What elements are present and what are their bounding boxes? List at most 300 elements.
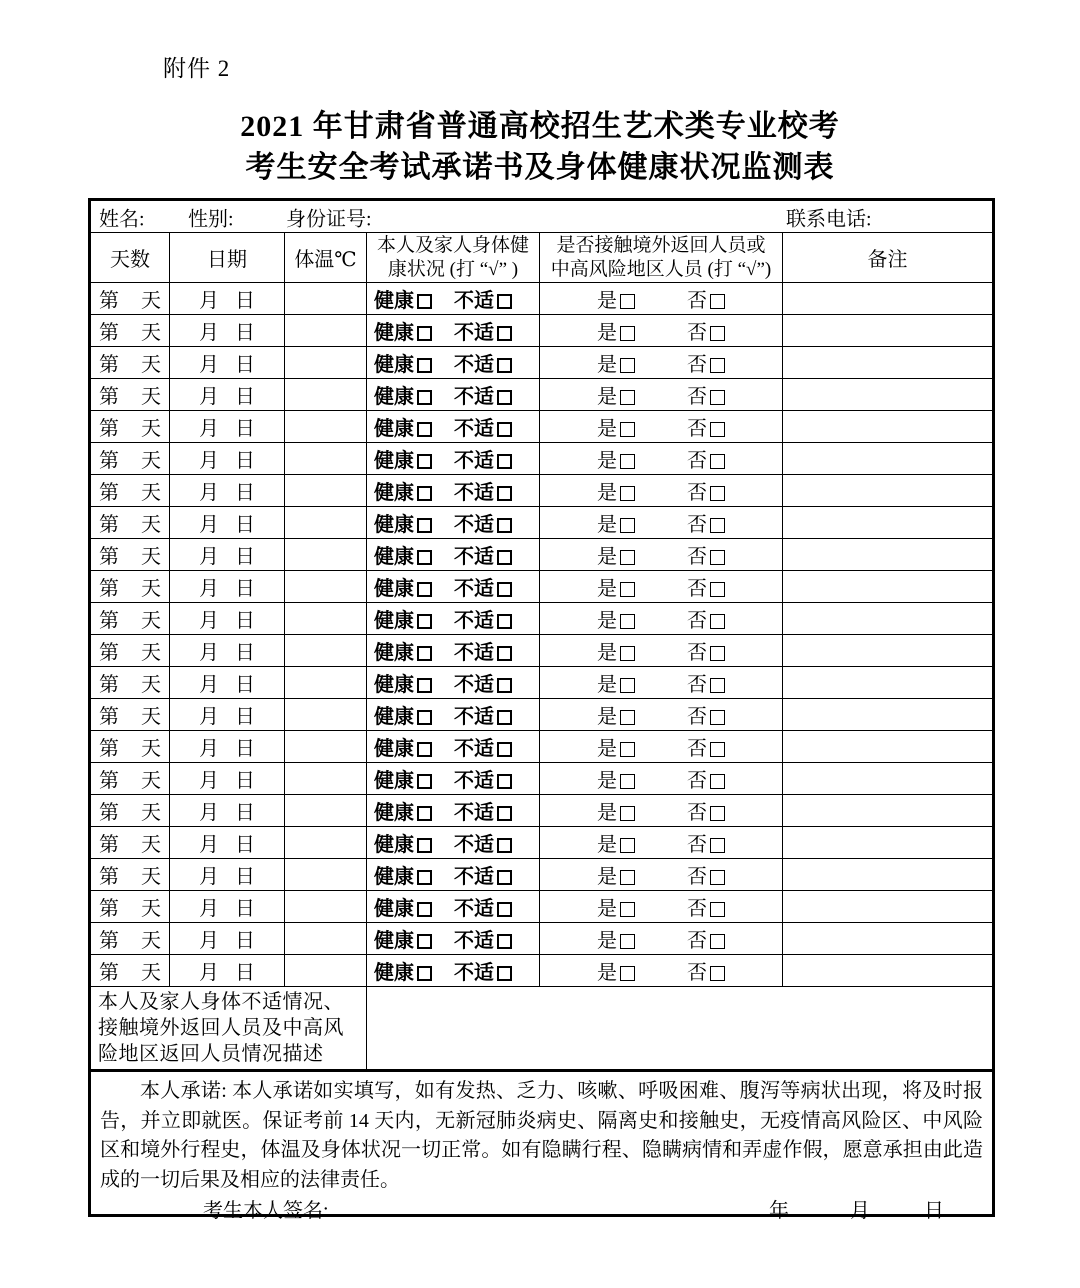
date-cell[interactable] <box>170 699 285 731</box>
date-cell[interactable] <box>170 379 285 411</box>
no-checkbox-icon[interactable] <box>710 774 725 789</box>
healthy-checkbox-icon[interactable] <box>417 678 432 693</box>
health-status-cell <box>367 347 540 379</box>
yes-checkbox-icon[interactable] <box>620 902 635 917</box>
remarks-cell[interactable] <box>783 795 994 827</box>
temperature-cell[interactable] <box>285 731 367 763</box>
no-checkbox-icon[interactable] <box>710 390 725 405</box>
date-label: 日 <box>235 354 255 376</box>
yes-label: 是 <box>597 834 617 856</box>
month-label: 月 <box>199 770 219 792</box>
contact-status-cell <box>540 539 783 571</box>
date-label: 日 <box>235 866 255 888</box>
remarks-cell[interactable] <box>783 283 994 315</box>
unwell-checkbox-icon[interactable] <box>497 390 512 405</box>
no-checkbox-icon[interactable] <box>710 422 725 437</box>
day-number-cell[interactable] <box>90 571 170 603</box>
month-label: 月 <box>199 418 219 440</box>
contact-status-cell <box>540 699 783 731</box>
healthy-checkbox-icon[interactable] <box>417 454 432 469</box>
date-label: 日 <box>235 898 255 920</box>
day-number-cell[interactable] <box>90 443 170 475</box>
healthy-checkbox-icon[interactable] <box>417 742 432 757</box>
yes-checkbox-icon[interactable] <box>620 838 635 853</box>
date-cell[interactable] <box>170 891 285 923</box>
health-status-cell <box>367 859 540 891</box>
remarks-cell[interactable] <box>783 667 994 699</box>
day-prefix-label: 第 <box>99 322 119 344</box>
commitment-row <box>90 1071 994 1216</box>
no-label: 否 <box>687 354 707 376</box>
yes-checkbox-icon[interactable] <box>620 614 635 629</box>
health-status-cell <box>367 827 540 859</box>
signature-label[interactable]: 考生本人签名: <box>203 1200 329 1222</box>
remarks-cell[interactable] <box>783 955 994 987</box>
no-checkbox-icon[interactable] <box>710 454 725 469</box>
no-checkbox-icon[interactable] <box>710 742 725 757</box>
unwell-checkbox-icon[interactable] <box>497 678 512 693</box>
remarks-cell[interactable] <box>783 507 994 539</box>
date-label: 日 <box>235 738 255 760</box>
temperature-cell[interactable] <box>285 315 367 347</box>
month-label: 月 <box>199 706 219 728</box>
no-checkbox-icon[interactable] <box>710 678 725 693</box>
healthy-checkbox-icon[interactable] <box>417 486 432 501</box>
temperature-cell[interactable] <box>285 603 367 635</box>
unwell-label: 不适 <box>454 610 494 632</box>
remarks-cell[interactable] <box>783 443 994 475</box>
day-number-cell[interactable] <box>90 475 170 507</box>
phone-label[interactable]: 联系电话: <box>786 208 872 230</box>
no-label: 否 <box>687 834 707 856</box>
date-label: 日 <box>235 290 255 312</box>
day-suffix-label: 天 <box>141 386 161 408</box>
healthy-label: 健康 <box>374 770 414 792</box>
temperature-cell[interactable] <box>285 443 367 475</box>
date-cell[interactable] <box>170 827 285 859</box>
date-label: 日 <box>235 962 255 984</box>
day-number-cell[interactable] <box>90 955 170 987</box>
yes-checkbox-icon[interactable] <box>620 390 635 405</box>
no-label: 否 <box>687 962 707 984</box>
temperature-cell[interactable] <box>285 507 367 539</box>
healthy-checkbox-icon[interactable] <box>417 358 432 373</box>
day-prefix-label: 第 <box>99 578 119 600</box>
month-label: 月 <box>199 834 219 856</box>
remarks-cell[interactable] <box>783 315 994 347</box>
no-checkbox-icon[interactable] <box>710 838 725 853</box>
remarks-cell[interactable] <box>783 699 994 731</box>
yes-checkbox-icon[interactable] <box>620 582 635 597</box>
no-checkbox-icon[interactable] <box>710 518 725 533</box>
day-suffix-label: 天 <box>141 418 161 440</box>
yes-label: 是 <box>597 450 617 472</box>
yes-label: 是 <box>597 642 617 664</box>
yes-checkbox-icon[interactable] <box>620 806 635 821</box>
col-header-temperature: 体温℃ <box>285 233 367 283</box>
yes-label: 是 <box>597 354 617 376</box>
yes-checkbox-icon[interactable] <box>620 518 635 533</box>
day-prefix-label: 第 <box>99 706 119 728</box>
description-row <box>90 987 994 1071</box>
unwell-checkbox-icon[interactable] <box>497 934 512 949</box>
day-number-cell[interactable] <box>90 667 170 699</box>
date-cell[interactable] <box>170 315 285 347</box>
monitor-row <box>90 859 994 891</box>
date-cell[interactable] <box>170 955 285 987</box>
day-number-cell[interactable] <box>90 923 170 955</box>
temperature-cell[interactable] <box>285 923 367 955</box>
no-checkbox-icon[interactable] <box>710 646 725 661</box>
yes-checkbox-icon[interactable] <box>620 454 635 469</box>
date-cell[interactable] <box>170 539 285 571</box>
no-label: 否 <box>687 386 707 408</box>
yes-checkbox-icon[interactable] <box>620 710 635 725</box>
date-label: 日 <box>235 642 255 664</box>
day-number-cell[interactable] <box>90 315 170 347</box>
unwell-label: 不适 <box>454 322 494 344</box>
month-label: 月 <box>199 450 219 472</box>
healthy-label: 健康 <box>374 706 414 728</box>
day-suffix-label: 天 <box>141 866 161 888</box>
contact-status-cell <box>540 283 783 315</box>
month-label: 月 <box>199 578 219 600</box>
remarks-cell[interactable] <box>783 475 994 507</box>
no-checkbox-icon[interactable] <box>710 550 725 565</box>
monitor-row <box>90 283 994 315</box>
temperature-cell[interactable] <box>285 827 367 859</box>
healthy-checkbox-icon[interactable] <box>417 806 432 821</box>
date-cell[interactable] <box>170 347 285 379</box>
unwell-checkbox-icon[interactable] <box>497 806 512 821</box>
remarks-cell[interactable] <box>783 347 994 379</box>
day-number-cell[interactable] <box>90 827 170 859</box>
day-number-cell[interactable] <box>90 859 170 891</box>
temperature-cell[interactable] <box>285 347 367 379</box>
no-checkbox-icon[interactable] <box>710 326 725 341</box>
contact-status-cell <box>540 379 783 411</box>
monitor-row <box>90 603 994 635</box>
health-monitor-table <box>88 198 995 1222</box>
date-cell[interactable] <box>170 923 285 955</box>
healthy-label: 健康 <box>374 610 414 632</box>
unwell-checkbox-icon[interactable] <box>497 902 512 917</box>
day-suffix-label: 天 <box>141 322 161 344</box>
temperature-cell[interactable] <box>285 539 367 571</box>
yes-checkbox-icon[interactable] <box>620 966 635 981</box>
day-number-cell[interactable] <box>90 699 170 731</box>
temperature-cell[interactable] <box>285 955 367 987</box>
yes-label: 是 <box>597 418 617 440</box>
date-cell[interactable] <box>170 507 285 539</box>
no-label: 否 <box>687 930 707 952</box>
healthy-checkbox-icon[interactable] <box>417 582 432 597</box>
health-header-line1: 本人及家人身体健 <box>376 234 529 256</box>
unwell-checkbox-icon[interactable] <box>497 742 512 757</box>
monitor-row <box>90 955 994 987</box>
healthy-checkbox-icon[interactable] <box>417 390 432 405</box>
unwell-checkbox-icon[interactable] <box>497 550 512 565</box>
day-suffix-label: 天 <box>141 290 161 312</box>
yes-checkbox-icon[interactable] <box>620 678 635 693</box>
day-suffix-label: 天 <box>141 770 161 792</box>
healthy-checkbox-icon[interactable] <box>417 326 432 341</box>
day-suffix-label: 天 <box>141 642 161 664</box>
healthy-checkbox-icon[interactable] <box>417 902 432 917</box>
healthy-checkbox-icon[interactable] <box>417 294 432 309</box>
no-label: 否 <box>687 866 707 888</box>
unwell-checkbox-icon[interactable] <box>497 838 512 853</box>
no-checkbox-icon[interactable] <box>710 934 725 949</box>
yes-checkbox-icon[interactable] <box>620 774 635 789</box>
date-cell[interactable] <box>170 283 285 315</box>
day-number-cell[interactable] <box>90 347 170 379</box>
title-line-1: 2021 年甘肃省普通高校招生艺术类专业校考 <box>240 110 840 143</box>
no-checkbox-icon[interactable] <box>710 614 725 629</box>
month-label: 月 <box>199 482 219 504</box>
remarks-cell[interactable] <box>783 635 994 667</box>
healthy-checkbox-icon[interactable] <box>417 518 432 533</box>
temperature-cell[interactable] <box>285 667 367 699</box>
temperature-cell[interactable] <box>285 635 367 667</box>
gender-label[interactable]: 性别: <box>188 208 234 230</box>
month-label: 月 <box>199 290 219 312</box>
day-number-cell[interactable] <box>90 891 170 923</box>
monitor-row <box>90 443 994 475</box>
healthy-label: 健康 <box>374 930 414 952</box>
health-status-cell <box>367 763 540 795</box>
yes-label: 是 <box>597 674 617 696</box>
day-number-cell[interactable] <box>90 635 170 667</box>
health-status-cell <box>367 571 540 603</box>
col-header-date: 日期 <box>170 233 285 283</box>
date-label: 日 <box>235 450 255 472</box>
health-status-cell <box>367 507 540 539</box>
unwell-checkbox-icon[interactable] <box>497 486 512 501</box>
no-checkbox-icon[interactable] <box>710 902 725 917</box>
no-checkbox-icon[interactable] <box>710 294 725 309</box>
remarks-cell[interactable] <box>783 763 994 795</box>
unwell-checkbox-icon[interactable] <box>497 358 512 373</box>
unwell-checkbox-icon[interactable] <box>497 294 512 309</box>
unwell-checkbox-icon[interactable] <box>497 966 512 981</box>
healthy-checkbox-icon[interactable] <box>417 966 432 981</box>
date-label: 日 <box>235 418 255 440</box>
day-prefix-label: 第 <box>99 770 119 792</box>
description-input-cell[interactable] <box>367 987 994 1071</box>
col-header-health <box>367 233 540 283</box>
contact-status-cell <box>540 827 783 859</box>
monitor-row <box>90 827 994 859</box>
no-checkbox-icon[interactable] <box>710 358 725 373</box>
date-label: 日 <box>235 802 255 824</box>
unwell-checkbox-icon[interactable] <box>497 774 512 789</box>
temperature-cell[interactable] <box>285 859 367 891</box>
yes-label: 是 <box>597 514 617 536</box>
temperature-cell[interactable] <box>285 795 367 827</box>
healthy-checkbox-icon[interactable] <box>417 934 432 949</box>
document-title <box>0 106 1080 188</box>
name-label[interactable]: 姓名: <box>99 208 145 230</box>
date-label: 日 <box>235 770 255 792</box>
day-number-cell[interactable] <box>90 539 170 571</box>
remarks-cell[interactable] <box>783 827 994 859</box>
temperature-cell[interactable] <box>285 379 367 411</box>
day-number-cell[interactable] <box>90 763 170 795</box>
contact-status-cell <box>540 795 783 827</box>
monitor-row <box>90 475 994 507</box>
date-cell[interactable] <box>170 859 285 891</box>
contact-status-cell <box>540 347 783 379</box>
no-label: 否 <box>687 898 707 920</box>
yes-label: 是 <box>597 546 617 568</box>
yes-checkbox-icon[interactable] <box>620 358 635 373</box>
day-prefix-label: 第 <box>99 738 119 760</box>
temperature-cell[interactable] <box>285 763 367 795</box>
date-cell[interactable] <box>170 443 285 475</box>
day-number-cell[interactable] <box>90 795 170 827</box>
date-label: 日 <box>235 610 255 632</box>
no-checkbox-icon[interactable] <box>710 710 725 725</box>
day-number-cell[interactable] <box>90 731 170 763</box>
healthy-checkbox-icon[interactable] <box>417 838 432 853</box>
col-header-contact <box>540 233 783 283</box>
date-cell[interactable] <box>170 795 285 827</box>
date-cell[interactable] <box>170 571 285 603</box>
no-checkbox-icon[interactable] <box>710 806 725 821</box>
yes-checkbox-icon[interactable] <box>620 294 635 309</box>
healthy-label: 健康 <box>374 386 414 408</box>
no-label: 否 <box>687 674 707 696</box>
monitor-row <box>90 731 994 763</box>
day-number-cell[interactable] <box>90 283 170 315</box>
healthy-checkbox-icon[interactable] <box>417 710 432 725</box>
day-suffix-label: 天 <box>141 930 161 952</box>
month-label: 月 <box>199 642 219 664</box>
healthy-label: 健康 <box>374 482 414 504</box>
unwell-checkbox-icon[interactable] <box>497 614 512 629</box>
remarks-cell[interactable] <box>783 891 994 923</box>
temperature-cell[interactable] <box>285 411 367 443</box>
yes-checkbox-icon[interactable] <box>620 870 635 885</box>
unwell-checkbox-icon[interactable] <box>497 646 512 661</box>
remarks-cell[interactable] <box>783 859 994 891</box>
healthy-checkbox-icon[interactable] <box>417 614 432 629</box>
day-prefix-label: 第 <box>99 898 119 920</box>
commitment-paragraph: 本人承诺: 本人承诺如实填写，如有发热、乏力、咳嗽、呼吸困难、腹泻等病状出现，将及时报告，并立即就医。保证考前 14 天内，无新冠肺炎病史、隔离史和接触史，无疫情高风险区、中风险区和境外行程史，体温及身体状况一切正常。如有隐瞒行程、隐瞒病情和弄虚作假，愿意承担由此造成的一切后果及相应的法律责任。 <box>100 1080 983 1191</box>
day-prefix-label: 第 <box>99 610 119 632</box>
temperature-cell[interactable] <box>285 283 367 315</box>
month-label: 月 <box>199 386 219 408</box>
no-checkbox-icon[interactable] <box>710 582 725 597</box>
yes-checkbox-icon[interactable] <box>620 646 635 661</box>
date-cell[interactable] <box>170 411 285 443</box>
healthy-checkbox-icon[interactable] <box>417 646 432 661</box>
month-label: 月 <box>199 546 219 568</box>
unwell-label: 不适 <box>454 930 494 952</box>
temperature-cell[interactable] <box>285 699 367 731</box>
health-status-cell <box>367 315 540 347</box>
unwell-label: 不适 <box>454 738 494 760</box>
unwell-checkbox-icon[interactable] <box>497 326 512 341</box>
remarks-cell[interactable] <box>783 731 994 763</box>
temperature-cell[interactable] <box>285 475 367 507</box>
date-cell[interactable] <box>170 475 285 507</box>
unwell-checkbox-icon[interactable] <box>497 454 512 469</box>
no-checkbox-icon[interactable] <box>710 966 725 981</box>
day-number-cell[interactable] <box>90 507 170 539</box>
id-number-label[interactable]: 身份证号: <box>286 208 372 230</box>
yes-checkbox-icon[interactable] <box>620 934 635 949</box>
no-label: 否 <box>687 450 707 472</box>
remarks-cell[interactable] <box>783 923 994 955</box>
unwell-label: 不适 <box>454 898 494 920</box>
healthy-label: 健康 <box>374 354 414 376</box>
contact-status-cell <box>540 859 783 891</box>
yes-label: 是 <box>597 930 617 952</box>
month-label: 月 <box>199 930 219 952</box>
date-cell[interactable] <box>170 603 285 635</box>
contact-status-cell <box>540 507 783 539</box>
yes-checkbox-icon[interactable] <box>620 742 635 757</box>
date-cell[interactable] <box>170 667 285 699</box>
health-header-line2: 康状况 (打 “√” ) <box>387 258 519 280</box>
yes-checkbox-icon[interactable] <box>620 486 635 501</box>
healthy-checkbox-icon[interactable] <box>417 870 432 885</box>
unwell-label: 不适 <box>454 450 494 472</box>
yes-label: 是 <box>597 866 617 888</box>
yes-checkbox-icon[interactable] <box>620 550 635 565</box>
unwell-label: 不适 <box>454 674 494 696</box>
day-prefix-label: 第 <box>99 290 119 312</box>
unwell-checkbox-icon[interactable] <box>497 582 512 597</box>
remarks-cell[interactable] <box>783 411 994 443</box>
contact-header-line1: 是否接触境外返回人员或 <box>556 234 766 256</box>
remarks-cell[interactable] <box>783 539 994 571</box>
unwell-label: 不适 <box>454 866 494 888</box>
contact-status-cell <box>540 571 783 603</box>
day-number-cell[interactable] <box>90 603 170 635</box>
yes-checkbox-icon[interactable] <box>620 422 635 437</box>
monitor-row <box>90 507 994 539</box>
remarks-cell[interactable] <box>783 571 994 603</box>
remarks-cell[interactable] <box>783 379 994 411</box>
date-cell[interactable] <box>170 763 285 795</box>
day-number-cell[interactable] <box>90 379 170 411</box>
date-cell[interactable] <box>170 635 285 667</box>
no-checkbox-icon[interactable] <box>710 870 725 885</box>
col-header-days: 天数 <box>90 233 170 283</box>
yes-checkbox-icon[interactable] <box>620 326 635 341</box>
remarks-cell[interactable] <box>783 603 994 635</box>
unwell-checkbox-icon[interactable] <box>497 710 512 725</box>
healthy-checkbox-icon[interactable] <box>417 422 432 437</box>
no-label: 否 <box>687 514 707 536</box>
unwell-label: 不适 <box>454 546 494 568</box>
date-cell[interactable] <box>170 731 285 763</box>
unwell-checkbox-icon[interactable] <box>497 870 512 885</box>
healthy-checkbox-icon[interactable] <box>417 550 432 565</box>
no-label: 否 <box>687 546 707 568</box>
monitor-row <box>90 923 994 955</box>
no-checkbox-icon[interactable] <box>710 486 725 501</box>
unwell-checkbox-icon[interactable] <box>497 422 512 437</box>
day-number-cell[interactable] <box>90 411 170 443</box>
temperature-cell[interactable] <box>285 891 367 923</box>
unwell-checkbox-icon[interactable] <box>497 518 512 533</box>
temperature-cell[interactable] <box>285 571 367 603</box>
healthy-checkbox-icon[interactable] <box>417 774 432 789</box>
